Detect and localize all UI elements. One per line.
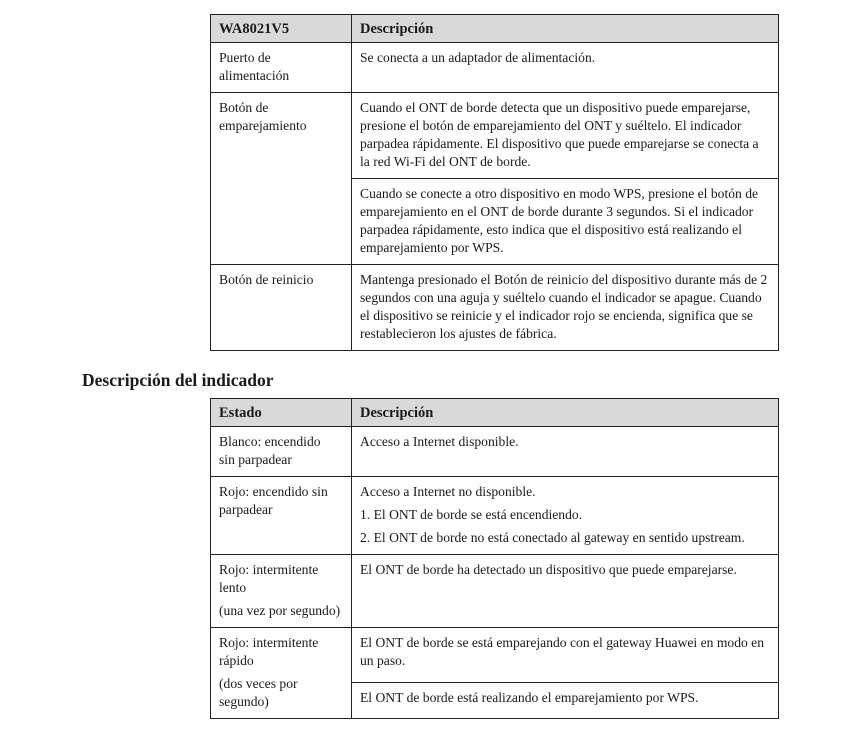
state-cell bbox=[211, 427, 352, 477]
description-text: Acceso a Internet no disponible. bbox=[360, 484, 536, 499]
description-text: Acceso a Internet disponible. bbox=[360, 434, 519, 449]
state-text: (una vez por segundo) bbox=[219, 603, 341, 618]
section-title: Descripción del indicador bbox=[82, 370, 274, 390]
description-cell bbox=[352, 628, 779, 683]
button-description-table bbox=[210, 14, 779, 351]
description-text: 2. El ONT de borde no está conectado al gateway en sentido upstream. bbox=[360, 530, 745, 545]
description-cell bbox=[352, 683, 779, 719]
column-header-description: Descripción bbox=[352, 399, 779, 427]
state-text: Rojo: encendido sin parpadear bbox=[219, 484, 328, 517]
state-text: Blanco: encendido sin parpadear bbox=[219, 434, 321, 467]
table-row bbox=[211, 555, 779, 628]
state-cell bbox=[211, 477, 352, 555]
row-label: Botón de reinicio bbox=[211, 265, 352, 351]
row-label: Botón de emparejamiento bbox=[211, 93, 352, 265]
description-cell bbox=[352, 427, 779, 477]
table-row bbox=[211, 628, 779, 683]
state-cell bbox=[211, 628, 352, 719]
state-text: Rojo: intermitente rápido bbox=[219, 635, 319, 668]
table-header-row bbox=[211, 15, 779, 43]
table-row bbox=[211, 265, 779, 351]
indicator-description-table bbox=[210, 398, 779, 719]
description-cell bbox=[352, 555, 779, 628]
row-description: Mantenga presionado el Botón de reinicio del dispositivo durante más de 2 segundos con una aguja y suéltelo cuando el indicador se apague. Cuando el dispositivo se reinicie y el indicador rojo se encienda, significa que se restablecieron los ajustes de fábrica. bbox=[352, 265, 779, 351]
column-header-model: WA8021V5 bbox=[211, 15, 352, 43]
description-cell bbox=[352, 477, 779, 555]
table-row bbox=[211, 93, 779, 179]
table-header-row bbox=[211, 399, 779, 427]
state-text: (dos veces por segundo) bbox=[219, 676, 298, 709]
description-text: El ONT de borde está realizando el emparejamiento por WPS. bbox=[360, 690, 699, 706]
state-text: Rojo: intermitente lento bbox=[219, 562, 319, 595]
description-text: El ONT de borde se está emparejando con el gateway Huawei en modo en un paso. bbox=[360, 635, 765, 668]
table-row bbox=[211, 477, 779, 555]
state-cell bbox=[211, 555, 352, 628]
description-text: El ONT de borde ha detectado un dispositivo que puede emparejarse. bbox=[360, 562, 737, 577]
description-text: 1. El ONT de borde se está encendiendo. bbox=[360, 507, 583, 522]
column-header-description: Descripción bbox=[352, 15, 779, 43]
row-description: Se conecta a un adaptador de alimentación. bbox=[352, 43, 779, 93]
table-row bbox=[211, 43, 779, 93]
column-header-state: Estado bbox=[211, 399, 352, 427]
row-description: Cuando se conecte a otro dispositivo en modo WPS, presione el botón de emparejamiento en el ONT de borde durante 3 segundos. Si el indicador parpadea rápidamente, esto indica que el dispositivo está realizando el emparejamiento por WPS. bbox=[352, 179, 779, 265]
row-description: Cuando el ONT de borde detecta que un dispositivo puede emparejarse, presione el botón de emparejamiento del ONT y suéltelo. El indicador parpadea rápidamente. El dispositivo que puede emparejarse se conecta a la red Wi-Fi del ONT de borde. bbox=[352, 93, 779, 179]
table-row bbox=[211, 427, 779, 477]
row-label: Puerto de alimentación bbox=[211, 43, 352, 93]
